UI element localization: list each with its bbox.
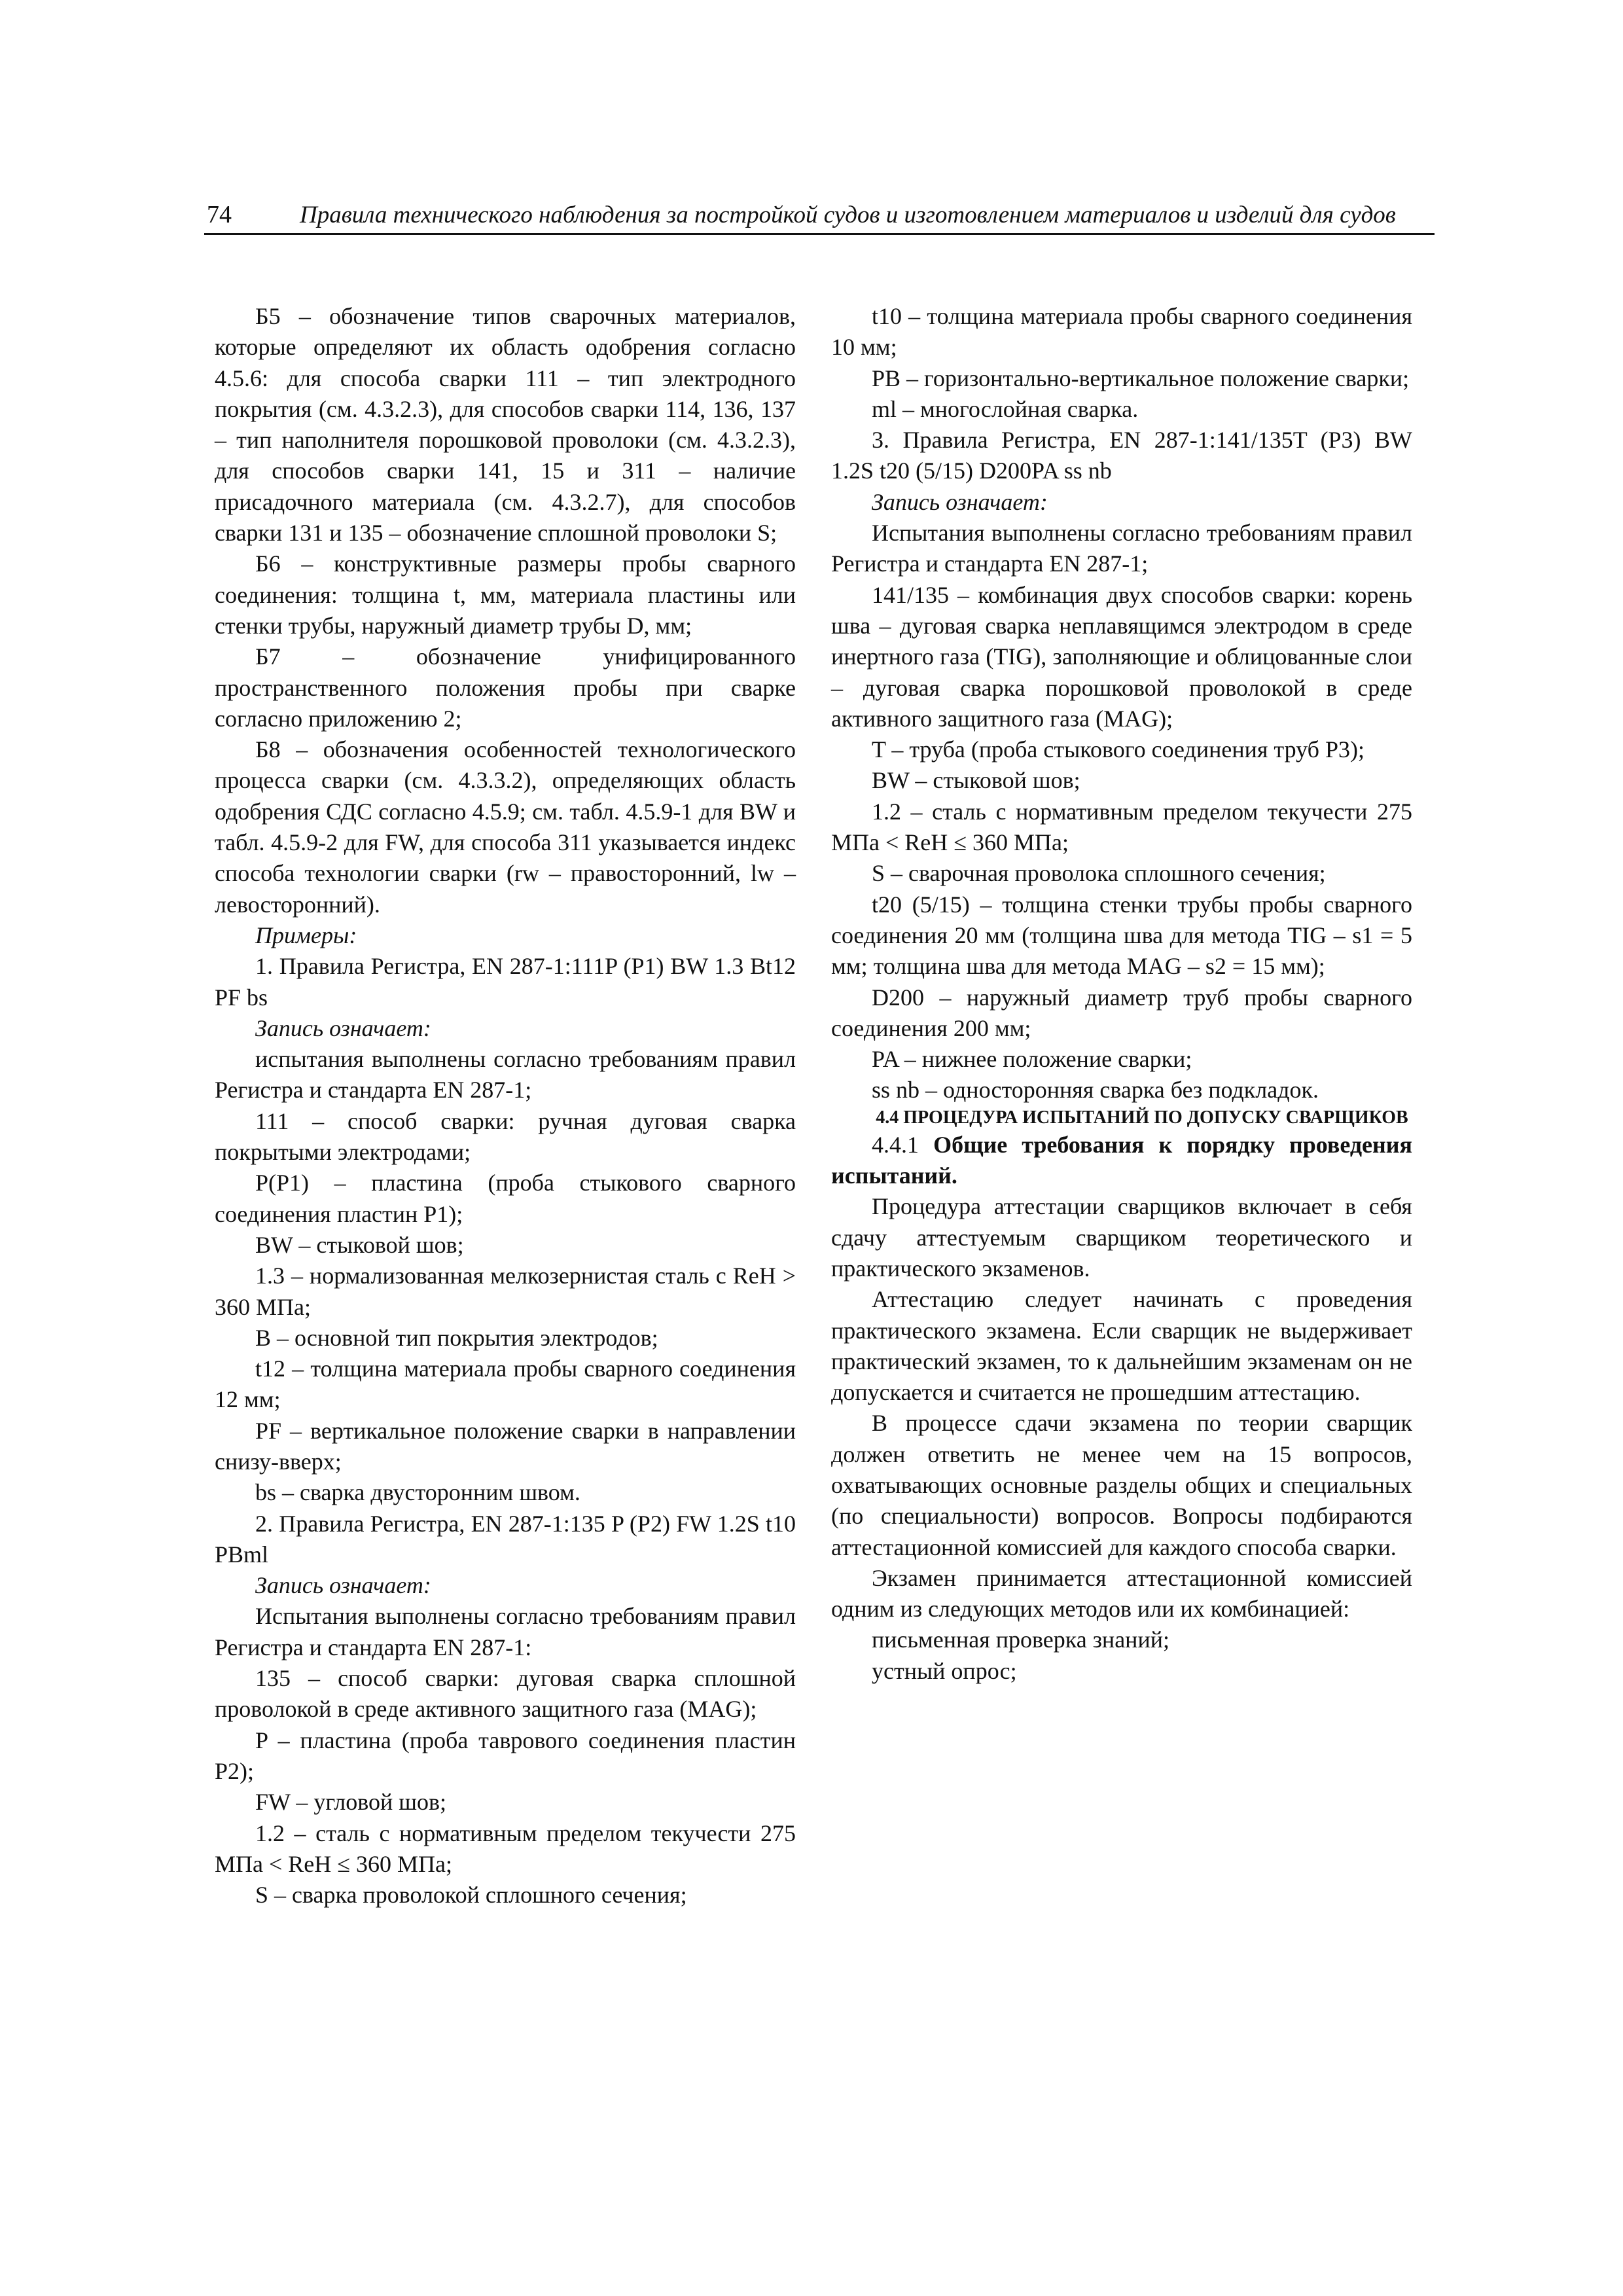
- paragraph: PB – горизонтально-вертикальное положение сварки;: [872, 365, 1410, 391]
- paragraph: PF – вертикальное положение сварки в направлении снизу-вверх;: [215, 1417, 796, 1475]
- paragraph: В процессе сдачи экзамена по теории сварщик должен ответить не менее чем на 15 вопросов, охватывающих основные разделы общих и специальных (по специальности) вопросов. Вопросы подбираются аттестационной комиссией для каждого способа сварки.: [831, 1410, 1412, 1560]
- example-3: 3. Правила Регистра, EN 287-1:141/135T (P3) BW 1.2S t20 (5/15) D200PA ss nb: [831, 427, 1412, 484]
- paragraph: ss nb – односторонняя сварка без подкладок.: [872, 1077, 1319, 1103]
- running-title: Правила технического наблюдения за постройкой судов и изготовлением материалов и изделий для судов: [300, 202, 1396, 228]
- paragraph: 135 – способ сварки: дуговая сварка сплошной проволокой в среде активного защитного газа (MAG);: [215, 1665, 796, 1723]
- paragraph: bs – сварка двусторонним швом.: [255, 1479, 580, 1506]
- example-2: 2. Правила Регистра, EN 287-1:135 P (P2) FW 1.2S t10 PBml: [215, 1510, 796, 1568]
- section-title: 4.4 ПРОЦЕДУРА ИСПЫТАНИЙ ПО ДОПУСКУ СВАРЩИКОВ: [876, 1107, 1408, 1128]
- paragraph: BW – стыковой шов;: [872, 767, 1080, 794]
- list-item: устный опрос;: [872, 1657, 1017, 1684]
- paragraph: S – сварочная проволока сплошного сечения;: [872, 860, 1326, 887]
- paragraph: BW – стыковой шов;: [255, 1231, 464, 1258]
- record-means-label: Запись означает:: [255, 1014, 431, 1041]
- clause-number: 4.4.1: [872, 1131, 919, 1158]
- paragraph: Б7 – обозначение унифицированного пространственного положения пробы при сварке согласно приложению 2;: [215, 643, 796, 732]
- paragraph: Процедура аттестации сварщиков включает в себя сдачу аттестуемым сварщиком теоретического и практического экзаменов.: [831, 1193, 1412, 1282]
- paragraph: Б6 – конструктивные размеры пробы сварного соединения: толщина t, мм, материала пластины или стенки трубы, наружный диаметр трубы D, мм;: [215, 550, 796, 639]
- page-number: 74: [207, 201, 232, 228]
- paragraph: PA – нижнее положение сварки;: [872, 1046, 1192, 1073]
- paragraph: T – труба (проба стыкового соединения труб P3);: [872, 736, 1364, 763]
- paragraph: Испытания выполнены согласно требованиям правил Регистра и стандарта EN 287-1;: [831, 520, 1412, 577]
- paragraph: Испытания выполнены согласно требованиям правил Регистра и стандарта EN 287-1:: [215, 1603, 796, 1660]
- paragraph: испытания выполнены согласно требованиям правил Регистра и стандарта EN 287-1;: [215, 1046, 796, 1103]
- paragraph: B – основной тип покрытия электродов;: [255, 1324, 658, 1351]
- paragraph: ml – многослойная сварка.: [872, 395, 1139, 422]
- page-header: [204, 196, 1435, 235]
- paragraph: 1.3 – нормализованная мелкозернистая сталь с ReH > 360 МПа;: [215, 1263, 796, 1320]
- paragraph: P – пластина (проба таврового соединения пластин P2);: [215, 1727, 796, 1784]
- right-column: [831, 301, 1412, 1687]
- examples-heading: Примеры:: [255, 922, 357, 948]
- record-means-label: Запись означает:: [255, 1572, 431, 1599]
- paragraph: 111 – способ сварки: ручная дуговая сварка покрытыми электродами;: [215, 1107, 796, 1166]
- paragraph: FW – угловой шов;: [255, 1789, 446, 1816]
- paragraph: P(P1) – пластина (проба стыкового сварного соединения пластин P1);: [215, 1170, 796, 1227]
- paragraph: S – сварка проволокой сплошного сечения;: [255, 1882, 687, 1909]
- record-means-label: Запись означает:: [872, 488, 1048, 515]
- clause-title: Общие требования к порядку проведения испытаний.: [831, 1131, 1412, 1189]
- left-column: [215, 301, 796, 1910]
- paragraph: Аттестацию следует начинать с проведения практического экзамена. Если сварщик не выдерживает практический экзамен, то к дальнейшим экзаменам он не допускается и считается не прошедшим аттестацию.: [831, 1286, 1412, 1406]
- paragraph: Экзамен принимается аттестационной комиссией одним из следующих методов или их комбинацией:: [831, 1564, 1412, 1623]
- paragraph: t10 – толщина материала пробы сварного соединения 10 мм;: [831, 303, 1412, 361]
- paragraph: 1.2 – сталь с нормативным пределом текучести 275 МПа < ReH ≤ 360 МПа;: [215, 1820, 796, 1877]
- clause-heading: [831, 1130, 1412, 1192]
- paragraph: t20 (5/15) – толщина стенки трубы пробы сварного соединения 20 мм (толщина шва для метода TIG – s1 = 5 мм; толщина шва для метода MAG – s2 = 15 мм);: [831, 891, 1412, 980]
- paragraph: t12 – толщина материала пробы сварного соединения 12 мм;: [215, 1355, 796, 1413]
- example-1: 1. Правила Регистра, EN 287-1:111P (P1) BW 1.3 Bt12 PF bs: [215, 953, 796, 1011]
- paragraph: 141/135 – комбинация двух способов сварки: корень шва – дуговая сварка неплавящимся электродом в среде инертного газа (TIG), заполняющие и облицованные слои – дуговая сварка порошковой проволокой в среде активного защитного газа (MAG);: [831, 581, 1412, 732]
- paragraph: D200 – наружный диаметр труб пробы сварного соединения 200 мм;: [831, 984, 1412, 1041]
- paragraph: Б8 – обозначения особенностей технологического процесса сварки (см. 4.3.3.2), определяющих область одобрения СДС согласно 4.5.9; см. табл. 4.5.9-1 для BW и табл. 4.5.9-2 для FW, для способа 311 указывается индекс способа технологии сварки (rw – правосторонний, lw – левосторонний).: [215, 736, 796, 918]
- paragraph: Б5 – обозначение типов сварочных материалов, которые определяют их область одобрения согласно 4.5.6: для способа сварки 111 – тип электродного покрытия (см. 4.3.2.3), для способов сварки 114, 136, 137 – тип наполнителя порошковой проволоки (см. 4.3.2.3), для способов сварки 141, 15 и 311 – наличие присадочного материала (см. 4.3.2.7), для способов сварки 131 и 135 – обозначение сплошной проволоки S;: [215, 303, 796, 547]
- list-item: письменная проверка знаний;: [872, 1626, 1169, 1653]
- paragraph: 1.2 – сталь с нормативным пределом текучести 275 МПа < ReH ≤ 360 МПа;: [831, 798, 1412, 856]
